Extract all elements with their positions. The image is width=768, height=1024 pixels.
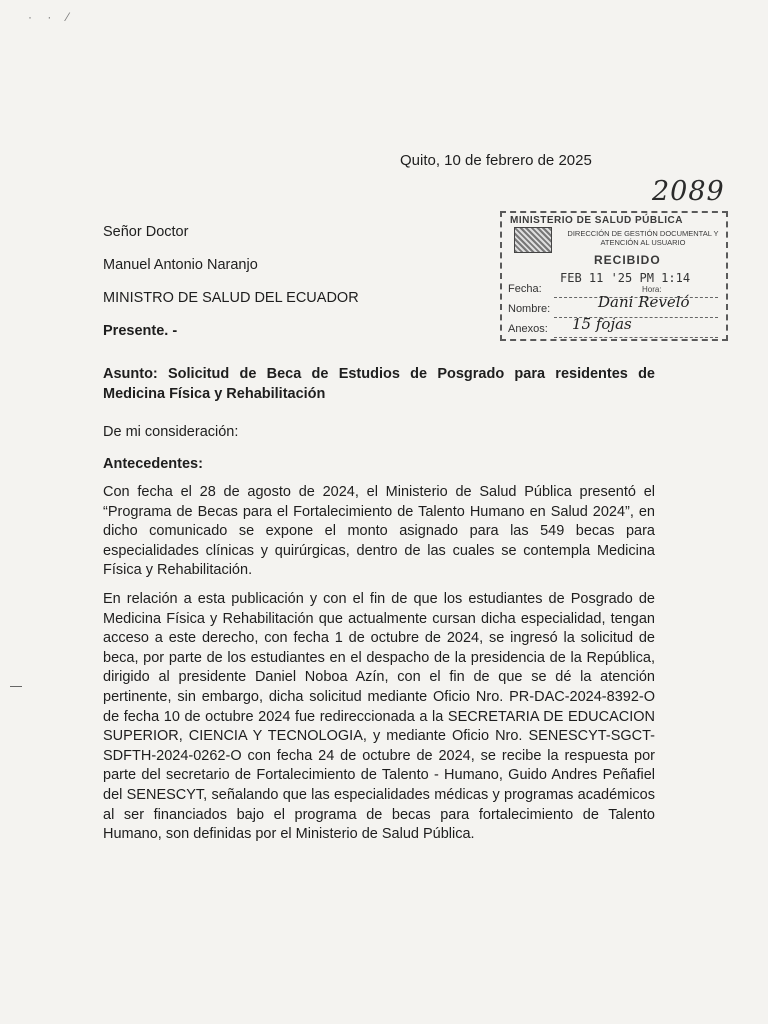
recipient-presente: Presente. - (103, 323, 178, 339)
letter-date: Quito, 10 de febrero de 2025 (400, 152, 592, 169)
recipient-title: MINISTRO DE SALUD DEL ECUADOR (103, 290, 359, 306)
stamp-anexos-line (554, 337, 718, 338)
section-heading: Antecedentes: (103, 456, 203, 472)
stamp-direccion: DIRECCIÓN DE GESTIÓN DOCUMENTAL Y ATENCIÓN AL USUARIO (567, 229, 719, 247)
scan-specks: · · ⁄ (28, 10, 75, 24)
stamp-anexos-value: 15 fojas (572, 315, 632, 333)
stamp-nombre-label: Nombre: (508, 303, 551, 315)
margin-mark (10, 686, 22, 687)
received-stamp (500, 211, 728, 341)
stamp-ministerio: MINISTERIO DE SALUD PÚBLICA (510, 215, 683, 226)
paragraph-1: Con fecha el 28 de agosto de 2024, el Ministerio de Salud Pública presentó el “Programa de Becas para el Fortalecimiento de Talento Humano en Salud 2024”, en dicho comunicado se expone el monto asignado para las 549 becas para especialidades clínicas y quirúrgicas, dentro de las cuales se contempla Medicina Física y Rehabilitación. (103, 484, 655, 579)
handwritten-number: 2089 (652, 176, 725, 207)
stamp-anexos-label: Anexos: (508, 323, 548, 335)
stamp-hora-label: Hora: (642, 285, 662, 294)
stamp-recibido: RECIBIDO (594, 253, 661, 267)
paragraph-2: En relación a esta publicación y con el fin de que los estudiantes de Posgrado de Medicina Física y Rehabilitación que actualmente cursan dicha especialidad, tengan acceso a este derecho, con fecha 1 de octubre de 2024, se ingresó la solicitud de beca, por parte de los estudiantes en el despacho de la presidencia de la República, dirigido al presidente Daniel Noboa Azín, con el fin de que se dé la atención pertinente, sin embargo, dicha solicitud mediante Oficio Nro. PR-DAC-2024-8392-O de fecha 10 de octubre 2024 fue redireccionada a la SECRETARIA DE EDUCACION SUPERIOR, CIENCIA Y TECNOLOGIA, y mediante Oficio Nro. SENESCYT-SGCT-SDFTH-2024-0262-O con fecha 24 de octubre de 2024, se recibe la respuesta por parte del secretario de Fortalecimiento de Talento - Humano, Guido Andres Peñafiel del SENESCYT, señalando que las especialidades médicas y programas académicos al ser financiados bajo el programa de becas para fortalecimiento de Talento Humano, son definidas por el Ministerio de Salud Pública. (103, 591, 655, 843)
stamp-fecha-value: FEB 11 '25 PM 1:14 (560, 271, 691, 285)
recipient-salutation: Señor Doctor (103, 224, 189, 240)
stamp-fecha-label: Fecha: (508, 283, 542, 295)
letter-greeting: De mi consideración: (103, 424, 239, 440)
letter-subject: Asunto: Solicitud de Beca de Estudios de Posgrado para residentes de Medicina Física y Rehabilitación (103, 366, 655, 402)
recipient-name: Manuel Antonio Naranjo (103, 257, 258, 273)
stamp-nombre-value: Dani Reveló (598, 293, 690, 311)
ministry-logo-icon (514, 227, 552, 253)
